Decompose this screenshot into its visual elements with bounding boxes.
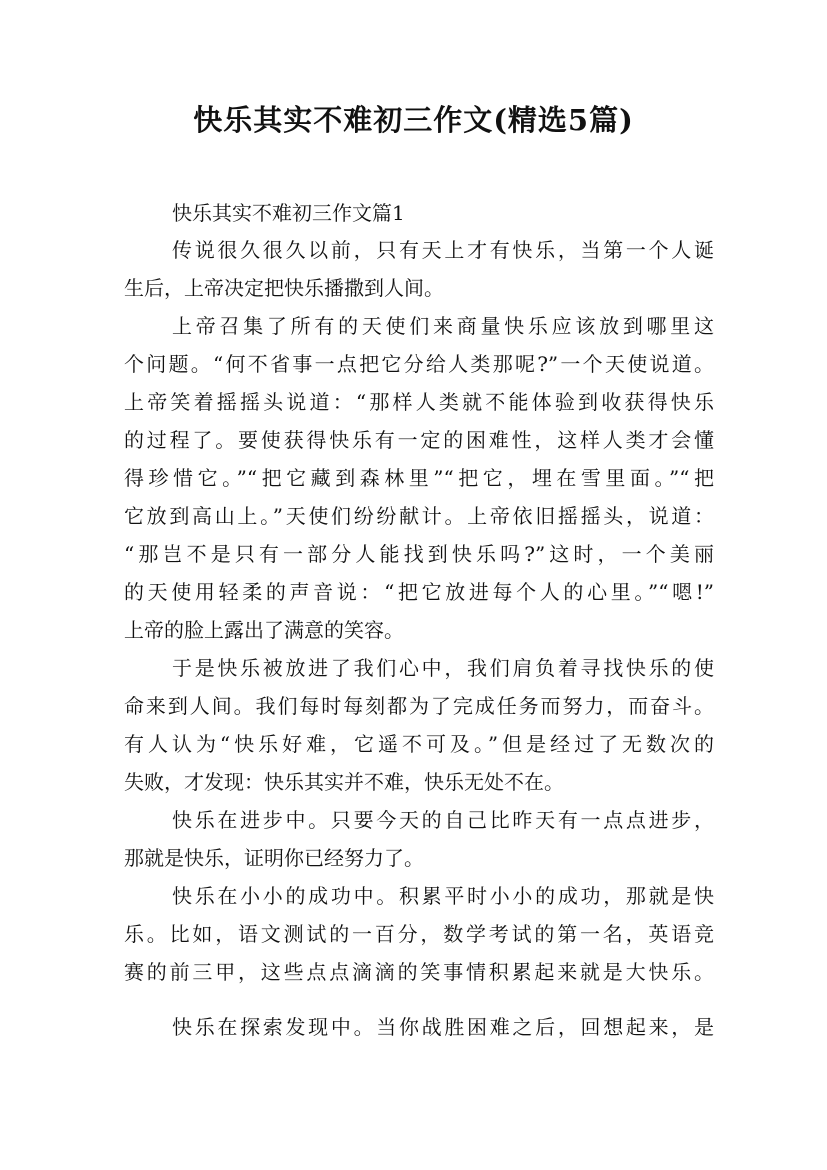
paragraph-line: 快乐在进步中。只要今天的自己比昨天有一点点进步， [172,808,714,832]
paragraph-line: 生后，上帝决定把快乐播撒到人间。 [124,276,444,300]
paragraph-line: 得珍惜它。”“把它藏到森林里”“把它，埋在雪里面。”“把 [124,466,714,490]
paragraph-line: “那岂不是只有一部分人能找到快乐吗?”这时，一个美丽 [124,542,714,566]
paragraph-line: 赛的前三甲，这些点点滴滴的笑事情积累起来就是大快乐。 [124,960,714,984]
paragraph-line: 传说很久很久以前，只有天上才有快乐，当第一个人诞 [172,238,714,262]
paragraph-line: 它放到高山上。”天使们纷纷献计。上帝依旧摇摇头，说道： [124,504,714,528]
page-title: 快乐其实不难初三作文(精选5篇) [193,103,634,137]
paragraph-line: 的天使用轻柔的声音说：“把它放进每个人的心里。”“嗯!” [124,580,714,604]
paragraph-line: 失败，才发现：快乐其实并不难，快乐无处不在。 [124,770,564,794]
paragraph-line: 有人认为“快乐好难，它遥不可及。”但是经过了无数次的 [124,732,714,756]
paragraph-line: 命来到人间。我们每时每刻都为了完成任务而努力，而奋斗。 [124,694,714,718]
paragraph-line: 乐。比如，语文测试的一百分，数学考试的第一名，英语竞 [124,922,714,946]
paragraph-line: 个问题。“何不省事一点把它分给人类那呢?”一个天使说道。 [124,352,714,376]
paragraph-line: 于是快乐被放进了我们心中，我们肩负着寻找快乐的使 [172,656,714,680]
paragraph-line: 那就是快乐，证明你已经努力了。 [124,846,424,870]
paragraph-line: 上帝的脸上露出了满意的笑容。 [124,618,404,642]
paragraph-line: 快乐在小小的成功中。积累平时小小的成功，那就是快 [172,884,714,908]
paragraph-line: 上帝笑着摇摇头说道：“那样人类就不能体验到收获得快乐 [124,390,714,414]
paragraph-line: 快乐在探索发现中。当你战胜困难之后，回想起来，是 [172,1015,714,1039]
paragraph-line: 的过程了。要使获得快乐有一定的困难性，这样人类才会懂 [124,428,714,452]
section-heading: 快乐其实不难初三作文篇1 [172,201,405,225]
paragraph-line: 上帝召集了所有的天使们来商量快乐应该放到哪里这 [172,314,714,338]
